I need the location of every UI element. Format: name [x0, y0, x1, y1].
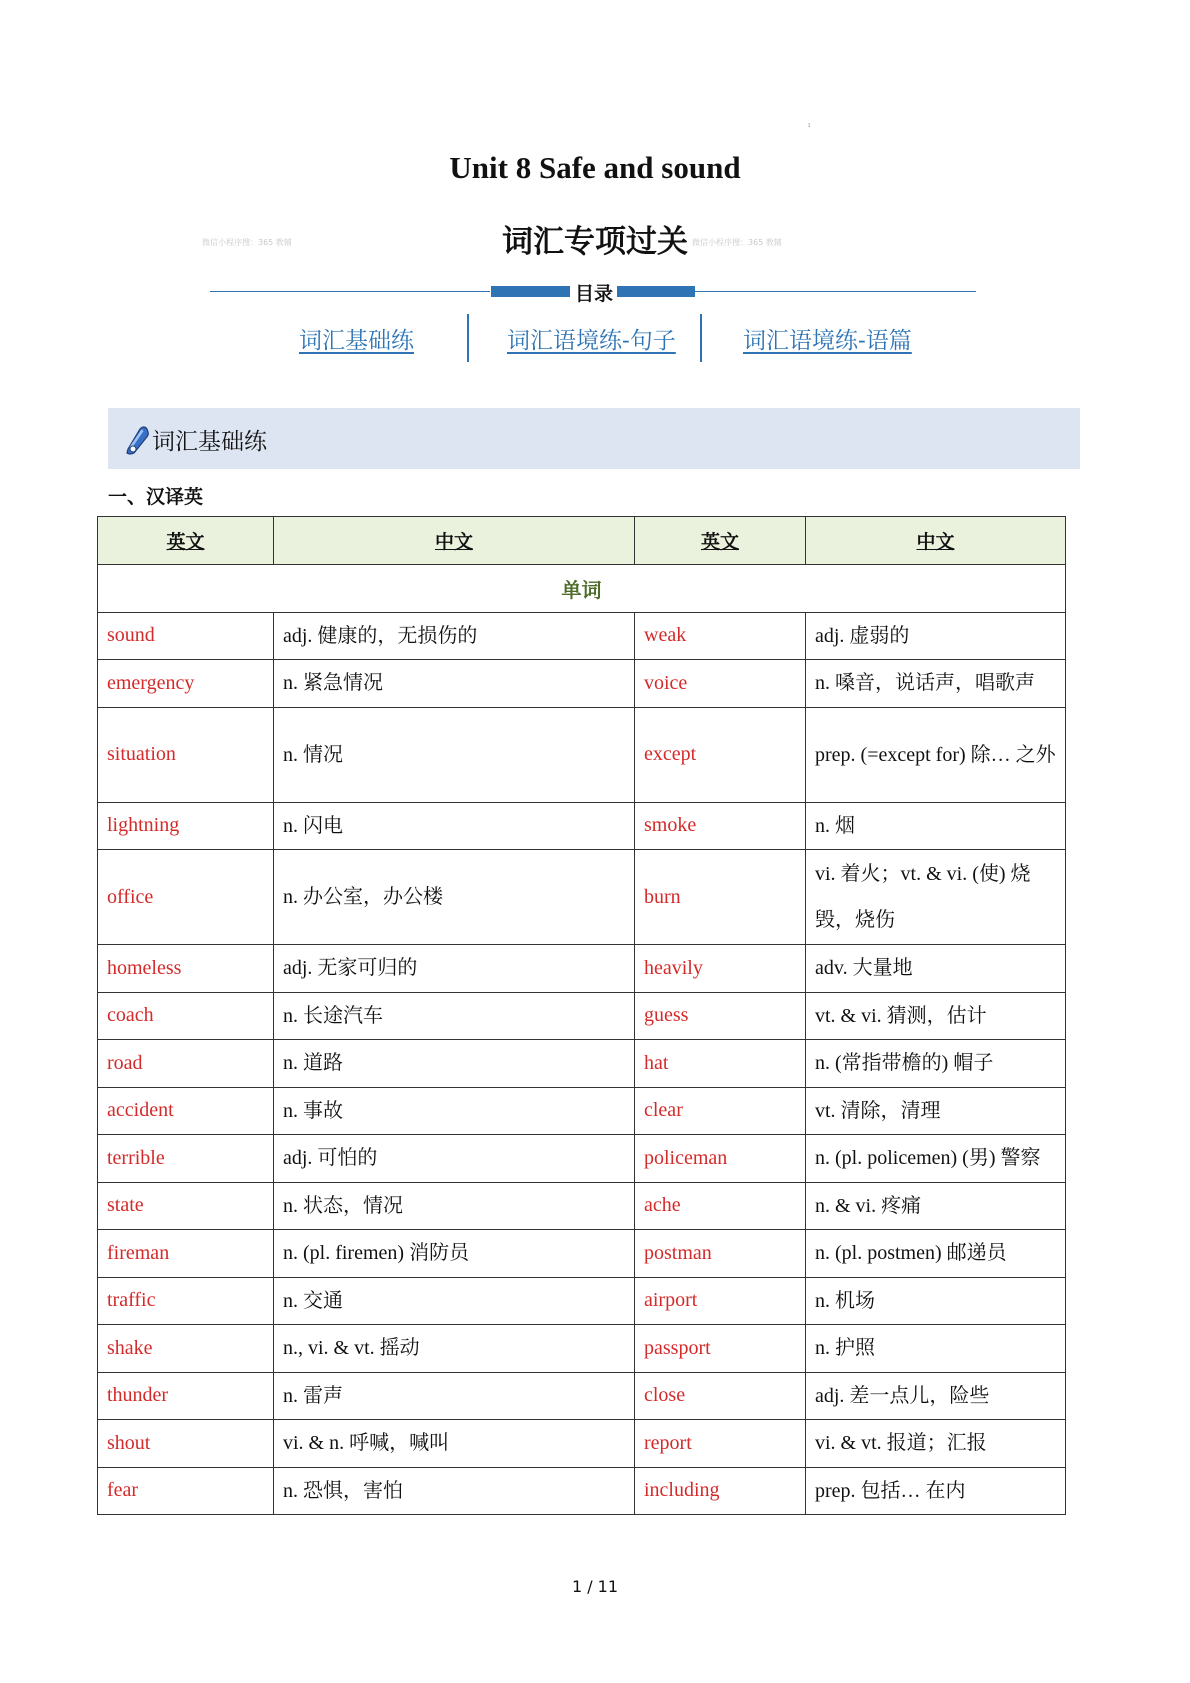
english-word: thunder [98, 1372, 274, 1420]
column-header: 中文 [274, 517, 635, 565]
english-word: traffic [98, 1277, 274, 1325]
chinese-meaning: n. & vi. 疼痛 [806, 1182, 1066, 1230]
english-word: including [635, 1467, 806, 1515]
english-word: except [635, 707, 806, 802]
chinese-meaning: vi. & n. 呼喊，喊叫 [274, 1420, 635, 1468]
english-word: lightning [98, 802, 274, 850]
toc-link-context-sentences[interactable]: 词汇语境练-句子 [507, 328, 676, 354]
corner-mark: ı [808, 121, 811, 129]
chinese-meaning: adv. 大量地 [806, 945, 1066, 993]
chinese-meaning: n. (常指带檐的) 帽子 [806, 1040, 1066, 1088]
chinese-meaning: n., vi. & vt. 摇动 [274, 1325, 635, 1373]
english-word: homeless [98, 945, 274, 993]
column-header: 英文 [635, 517, 806, 565]
english-word: guess [635, 992, 806, 1040]
chinese-meaning: n. 闪电 [274, 802, 635, 850]
english-word: fireman [98, 1230, 274, 1278]
toc-separator [467, 314, 469, 362]
table-row [98, 1135, 1066, 1183]
english-word: fear [98, 1467, 274, 1515]
column-header: 英文 [98, 517, 274, 565]
chinese-meaning: vt. & vi. 猜测，估计 [806, 992, 1066, 1040]
chinese-meaning: adj. 虚弱的 [806, 612, 1066, 660]
group-label: 单词 [98, 565, 1066, 613]
english-word: postman [635, 1230, 806, 1278]
english-word: sound [98, 612, 274, 660]
toc-separator [700, 314, 702, 362]
chinese-meaning: vt. 清除，清理 [806, 1087, 1066, 1135]
vocabulary-table [97, 516, 1066, 1515]
english-word: shout [98, 1420, 274, 1468]
chinese-meaning: n. 状态，情况 [274, 1182, 635, 1230]
table-row [98, 1420, 1066, 1468]
chinese-meaning: adj. 可怕的 [274, 1135, 635, 1183]
document-subtitle: 词汇专项过关 [502, 224, 688, 260]
column-header: 中文 [806, 517, 1066, 565]
table-row [98, 802, 1066, 850]
table-row [98, 707, 1066, 802]
english-word: heavily [635, 945, 806, 993]
page-number: 1 / 11 [571, 1577, 619, 1596]
table-row [98, 1372, 1066, 1420]
chinese-meaning: prep. 包括… 在内 [806, 1467, 1066, 1515]
english-word: shake [98, 1325, 274, 1373]
english-word: voice [635, 660, 806, 708]
english-word: report [635, 1420, 806, 1468]
chinese-meaning: n. 紧急情况 [274, 660, 635, 708]
english-word: smoke [635, 802, 806, 850]
watermark-right: 微信小程序搜：365 教辅 [692, 238, 782, 247]
table-row [98, 992, 1066, 1040]
table-row [98, 1182, 1066, 1230]
chinese-meaning: n. 嗓音，说话声，唱歌声 [806, 660, 1066, 708]
english-word: terrible [98, 1135, 274, 1183]
table-row [98, 1325, 1066, 1373]
chinese-meaning: vi. & vt. 报道；汇报 [806, 1420, 1066, 1468]
chinese-meaning: n. 办公室，办公楼 [274, 850, 635, 945]
chinese-meaning: n. (pl. postmen) 邮递员 [806, 1230, 1066, 1278]
english-word: hat [635, 1040, 806, 1088]
toc-line-left [210, 291, 490, 292]
chinese-meaning: vi. 着火；vt. & vi. (使) 烧毁，烧伤 [806, 850, 1066, 945]
chinese-meaning: n. 机场 [806, 1277, 1066, 1325]
english-word: coach [98, 992, 274, 1040]
chinese-meaning: prep. (=except for) 除… 之外 [806, 707, 1066, 802]
toc-label: 目录 [570, 279, 618, 306]
toc-bar-left [491, 286, 571, 297]
chinese-meaning: n. (pl. policemen) (男) 警察 [806, 1135, 1066, 1183]
toc-line-right [695, 291, 976, 292]
english-word: close [635, 1372, 806, 1420]
group-row [98, 565, 1066, 613]
chinese-meaning: n. 长途汽车 [274, 992, 635, 1040]
table-header-row [98, 517, 1066, 565]
english-word: emergency [98, 660, 274, 708]
english-word: clear [635, 1087, 806, 1135]
chinese-meaning: adj. 差一点儿，险些 [806, 1372, 1066, 1420]
table-row [98, 612, 1066, 660]
chinese-meaning: n. 情况 [274, 707, 635, 802]
table-row [98, 945, 1066, 993]
chinese-meaning: adj. 健康的，无损伤的 [274, 612, 635, 660]
table-row [98, 1467, 1066, 1515]
chinese-meaning: n. 雷声 [274, 1372, 635, 1420]
english-word: office [98, 850, 274, 945]
english-word: policeman [635, 1135, 806, 1183]
table-row [98, 1230, 1066, 1278]
watermark-left: 微信小程序搜：365 教辅 [202, 238, 292, 247]
table-row [98, 660, 1066, 708]
chinese-meaning: adj. 无家可归的 [274, 945, 635, 993]
english-word: passport [635, 1325, 806, 1373]
toc-link-context-passage[interactable]: 词汇语境练-语篇 [743, 328, 912, 354]
chinese-meaning: n. 交通 [274, 1277, 635, 1325]
english-word: accident [98, 1087, 274, 1135]
chinese-meaning: n. 事故 [274, 1087, 635, 1135]
toc-link-basic[interactable]: 词汇基础练 [299, 328, 414, 354]
document-title: Unit 8 Safe and sound [449, 150, 741, 185]
toc-bar-right [617, 286, 695, 297]
english-word: situation [98, 707, 274, 802]
table-row [98, 850, 1066, 945]
table-row [98, 1277, 1066, 1325]
table-row [98, 1040, 1066, 1088]
chinese-meaning: n. 烟 [806, 802, 1066, 850]
chinese-meaning: n. (pl. firemen) 消防员 [274, 1230, 635, 1278]
section-title: 词汇基础练 [152, 429, 267, 455]
chinese-meaning: n. 护照 [806, 1325, 1066, 1373]
english-word: road [98, 1040, 274, 1088]
chinese-meaning: n. 恐惧，害怕 [274, 1467, 635, 1515]
english-word: state [98, 1182, 274, 1230]
english-word: burn [635, 850, 806, 945]
english-word: weak [635, 612, 806, 660]
section-header [108, 408, 1080, 469]
english-word: airport [635, 1277, 806, 1325]
exercise-heading: 一、汉译英 [108, 486, 204, 508]
table-row [98, 1087, 1066, 1135]
english-word: ache [635, 1182, 806, 1230]
pencil-icon [124, 425, 150, 459]
chinese-meaning: n. 道路 [274, 1040, 635, 1088]
